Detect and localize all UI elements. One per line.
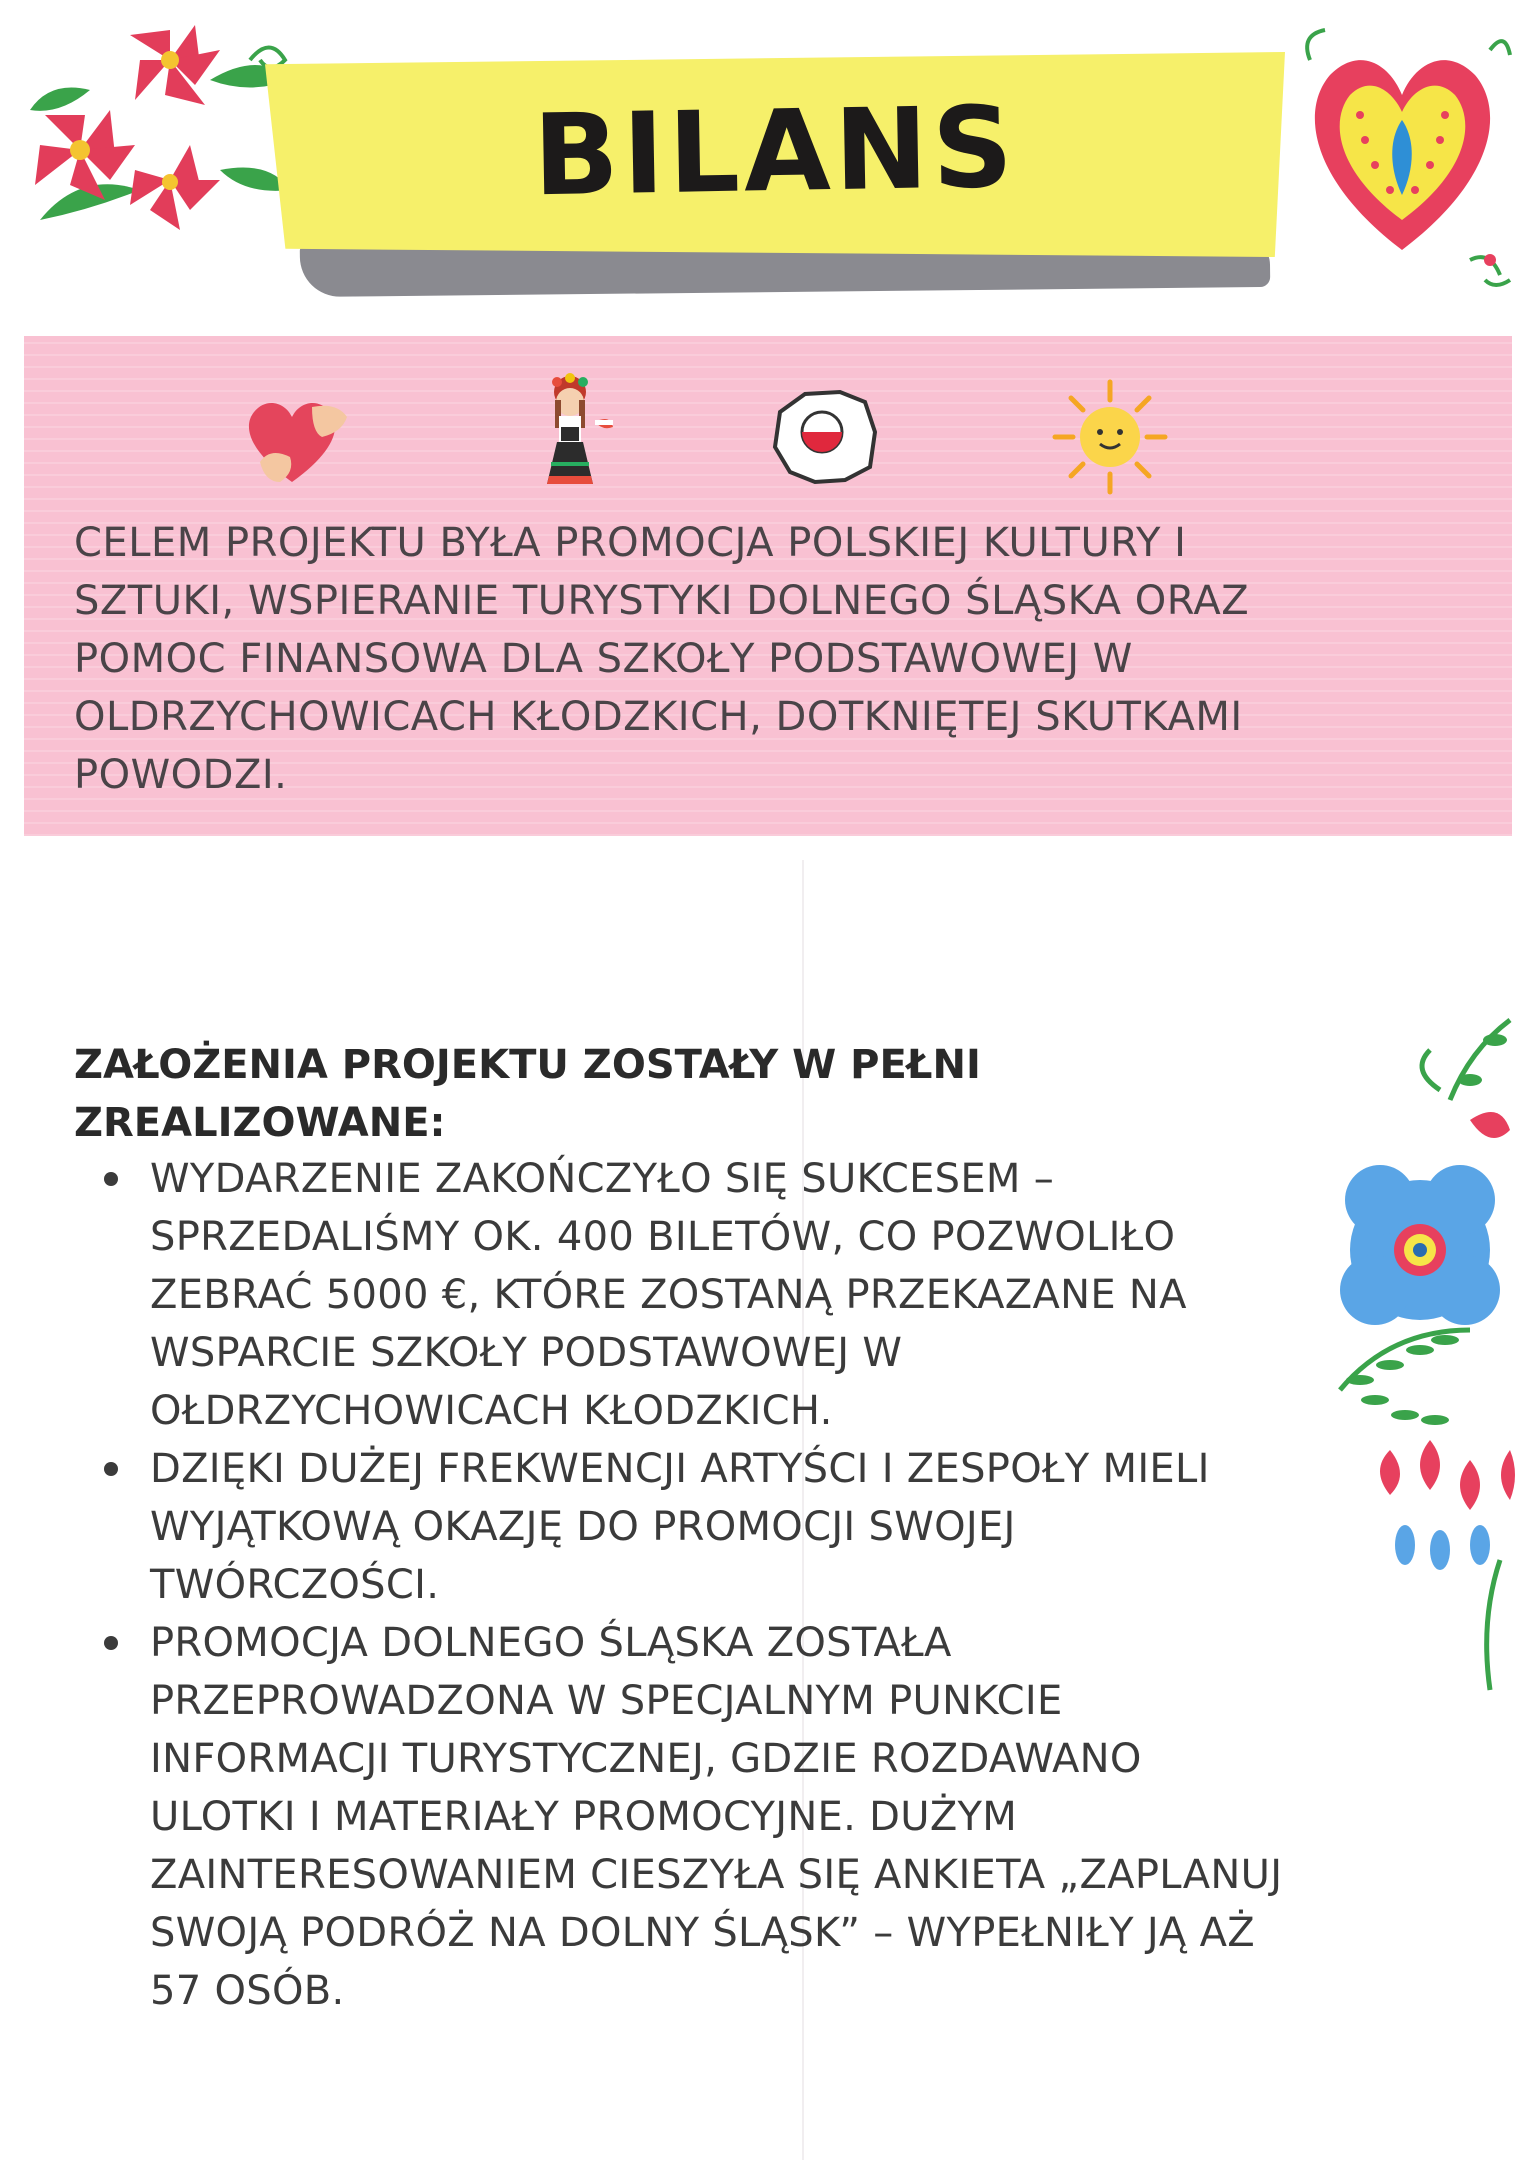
poinsettia-flowers-decoration: [20, 20, 300, 260]
list-item-text: [150, 1614, 1410, 2020]
intro-line: OLDRZYCHOWICACH KŁODZKICH, DOTKNIĘTEJ SKUTKAMI: [74, 694, 1243, 740]
list-item-line: TWÓRCZOŚCI.: [150, 1562, 440, 1608]
list-item-line: SWOJĄ PODRÓŻ NA DOLNY ŚLĄSK” – WYPEŁNIŁY JĄ AŻ: [150, 1910, 1255, 1956]
list-item-line: ZEBRAĆ 5000 €, KTÓRE ZOSTANĄ PRZEKAZANE NA: [150, 1272, 1187, 1318]
list-item-line: SPRZEDALIŚMY OK. 400 BILETÓW, CO POZWOLIŁO: [150, 1214, 1176, 1260]
intro-line: SZTUKI, WSPIERANIE TURYSTYKI DOLNEGO ŚLĄSKA ORAZ: [74, 578, 1250, 624]
bullet-icon: [104, 1462, 118, 1476]
summary-heading-line: ZREALIZOWANE:: [74, 1100, 446, 1146]
intro-line: POWODZI.: [74, 752, 288, 798]
sun-icon: [1045, 372, 1175, 502]
heart-hands-icon: [230, 372, 360, 502]
folk-heart-decoration: [1290, 20, 1515, 300]
list-item-line: DZIĘKI DUŻEJ FREKWENCJI ARTYŚCI I ZESPOŁY MIELI: [150, 1446, 1210, 1492]
list-item: [104, 1614, 1404, 2020]
list-item-line: INFORMACJI TURYSTYCZNEJ, GDZIE ROZDAWANO: [150, 1736, 1142, 1782]
folk-flowers-decoration: [1320, 1000, 1520, 1700]
intro-line: POMOC FINANSOWA DLA SZKOŁY PODSTAWOWEJ W: [74, 636, 1133, 682]
list-item-line: WSPARCIE SZKOŁY PODSTAWOWEJ W: [150, 1330, 903, 1376]
intro-text: [74, 514, 1434, 804]
list-item-text: [150, 1440, 1410, 1614]
intro-icons: [220, 372, 1240, 502]
list-item-line: 57 OSÓB.: [150, 1968, 345, 2014]
summary-heading-line: ZAŁOŻENIA PROJEKTU ZOSTAŁY W PEŁNI: [74, 1042, 981, 1088]
bullet-icon: [104, 1636, 118, 1650]
list-item-line: WYDARZENIE ZAKOŃCZYŁO SIĘ SUKCESEM –: [150, 1156, 1055, 1202]
bullet-icon: [104, 1172, 118, 1186]
poland-map-icon: [760, 372, 890, 502]
list-item-line: WYJĄTKOWĄ OKAZJĘ DO PROMOCJI SWOJEJ: [150, 1504, 1016, 1550]
folk-girl-icon: [505, 372, 635, 502]
list-item-text: [150, 1150, 1410, 1440]
list-item-line: ZAINTERESOWANIEM CIESZYŁA SIĘ ANKIETA „ZAPLANUJ: [150, 1852, 1283, 1898]
summary-list: [104, 1150, 1404, 2020]
intro-line: CELEM PROJEKTU BYŁA PROMOCJA POLSKIEJ KULTURY I: [74, 520, 1187, 566]
list-item-line: PROMOCJA DOLNEGO ŚLĄSKA ZOSTAŁA: [150, 1620, 952, 1666]
list-item: [104, 1440, 1404, 1614]
list-item-line: OŁDRZYCHOWICACH KŁODZKICH.: [150, 1388, 833, 1434]
list-item-line: ULOTKI I MATERIAŁY PROMOCYJNE. DUŻYM: [150, 1794, 1018, 1840]
page-title: BILANS: [532, 82, 1018, 222]
list-item: [104, 1150, 1404, 1440]
list-item-line: PRZEPROWADZONA W SPECJALNYM PUNKCIE: [150, 1678, 1063, 1724]
summary-heading: [74, 1036, 1074, 1152]
